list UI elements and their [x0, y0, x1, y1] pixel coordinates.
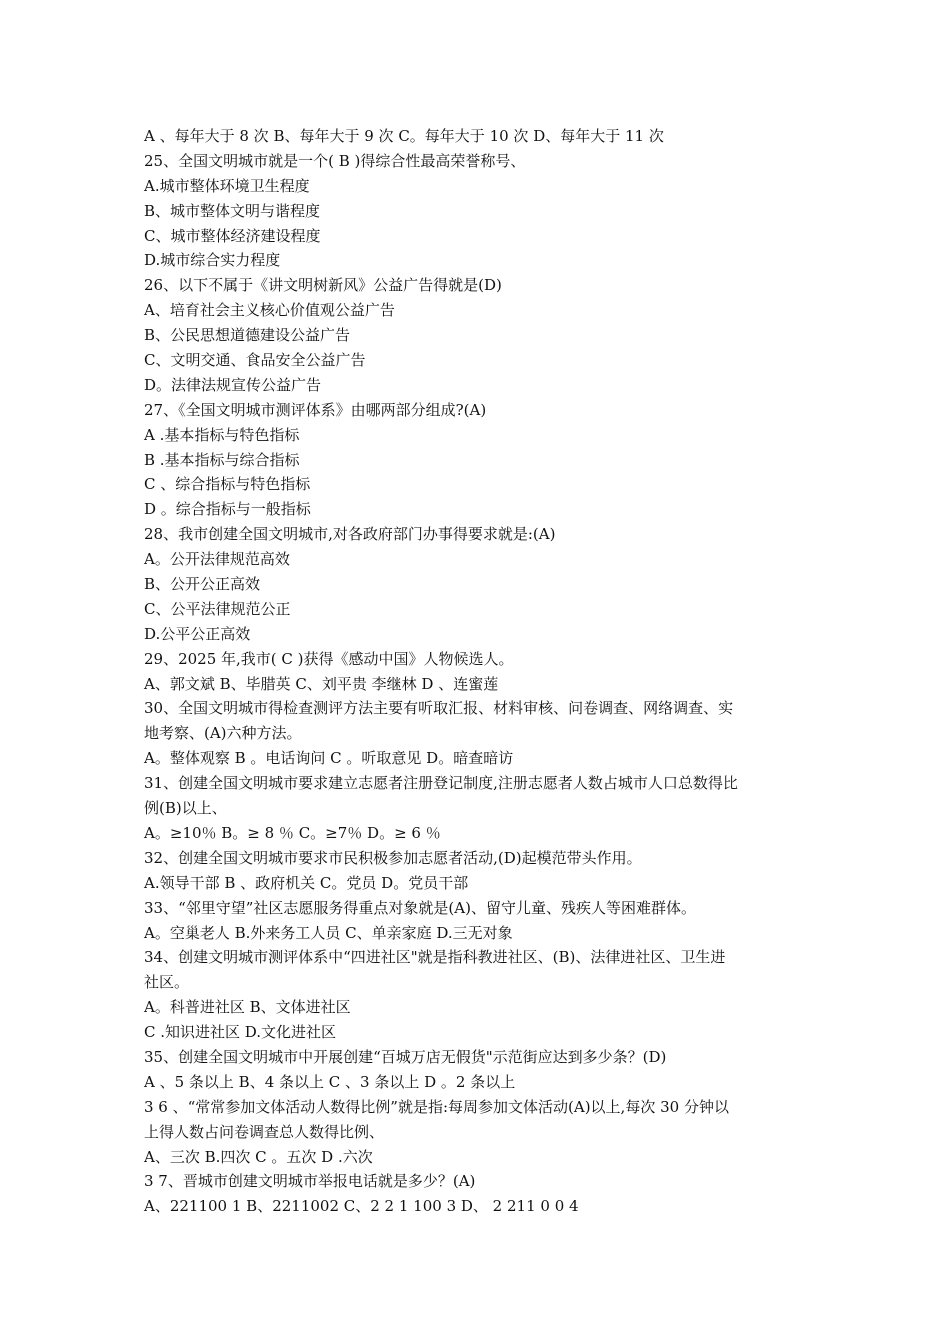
question-25: 25、全国文明城市就是一个( B )得综合性最高荣誉称号、: [144, 151, 526, 170]
option-line: A .基本指标与特色指标: [144, 425, 300, 444]
option-line: B、公民思想道德建设公益广告: [144, 326, 351, 345]
option-line: A。科普进社区 B、文体进社区: [144, 998, 351, 1017]
question-36-continued: 上得人数占问卷调查总人数得比例、: [144, 1122, 385, 1141]
question-30-continued: 地考察、(A)六种方法。: [144, 724, 302, 743]
question-29: 29、2025 年,我市( C )获得《感动中国》人物候选人。: [144, 649, 514, 668]
option-line: B、公开公正高效: [144, 575, 261, 594]
question-26: 26、以下不属于《讲文明树新风》公益广告得就是(D): [144, 276, 502, 295]
option-line: D 。综合指标与一般指标: [144, 500, 311, 519]
option-line: D.城市综合实力程度: [144, 251, 281, 270]
option-line: C、城市整体经济建设程度: [144, 226, 321, 245]
question-31-continued: 例(B)以上、: [144, 799, 227, 818]
answer-options-q31: A。≥10％ B。≥ 8 ％ C。≥7％ D。≥ 6 ％: [144, 823, 441, 842]
question-34-continued: 社区。: [144, 973, 190, 992]
question-36: 3 6 、“常常参加文体活动人数得比例”就是指:每周参加文体活动(A)以上,每次 30 分钟以: [144, 1097, 729, 1116]
answer-options-q37: A、221100 1 B、2211002 C、2 2 1 100 3 D、 2 211 0 0 4: [144, 1197, 579, 1216]
question-30: 30、全国文明城市得检查测评方法主要有听取汇报、材料审核、问卷调查、网络调查、实: [144, 699, 734, 718]
option-line: C、文明交通、食品安全公益广告: [144, 351, 366, 370]
option-line: C .知识进社区 D.文化进社区: [144, 1023, 337, 1042]
option-line: B .基本指标与综合指标: [144, 450, 300, 469]
option-line: A。公开法律规范高效: [144, 550, 290, 569]
question-32: 32、创建全国文明城市要求市民积极参加志愿者活动,(D)起模范带头作用。: [144, 848, 642, 867]
answer-options-q32: A.领导干部 B 、政府机关 C。党员 D。党员干部: [144, 873, 469, 892]
quiz-text-body: [144, 124, 810, 1219]
answer-options-q24: A 、每年大于 8 次 B、每年大于 9 次 C。每年大于 10 次 D、每年大于 11 次: [144, 127, 664, 145]
question-31: 31、创建全国文明城市要求建立志愿者注册登记制度,注册志愿者人数占城市人口总数得比: [144, 774, 738, 793]
question-35: 35、创建全国文明城市中开展创建“百城万店无假货"示范街应达到多少条？(D): [144, 1047, 667, 1066]
answer-options-q35: A 、5 条以上 B、4 条以上 C 、3 条以上 D 。2 条以上: [144, 1072, 516, 1091]
answer-options-q29: A、郭文斌 B、毕腊英 C、刘平贵 李继林 D 、连蜜莲: [144, 674, 499, 693]
option-line: D.公平公正高效: [144, 624, 251, 643]
question-37: 3 7、晋城市创建文明城市举报电话就是多少？(A): [144, 1172, 476, 1191]
option-line: D。法律法规宣传公益广告: [144, 375, 322, 394]
option-line: B、城市整体文明与谐程度: [144, 201, 321, 220]
option-line: A、培育社会主义核心价值观公益广告: [144, 301, 395, 320]
answer-options-q33: A。空巢老人 B.外来务工人员 C、单亲家庭 D.三无对象: [144, 923, 513, 942]
question-34: 34、创建文明城市测评体系中“四进社区"就是指科教进社区、(B)、法律进社区、卫生进: [144, 948, 726, 967]
answer-options-q36: A、三次 B.四次 C 。五次 D .六次: [144, 1147, 373, 1166]
answer-options-q30: A。整体观察 B 。电话询问 C 。听取意见 D。暗查暗访: [144, 749, 514, 768]
question-33: 33、“邻里守望”社区志愿服务得重点对象就是(A)、留守儿童、残疾人等困难群体。: [144, 898, 696, 917]
option-line: A.城市整体环境卫生程度: [144, 176, 310, 195]
question-28: 28、我市创建全国文明城市,对各政府部门办事得要求就是:(A): [144, 525, 556, 544]
question-27: 27、《全国文明城市测评体系》由哪两部分组成?(A): [144, 400, 487, 419]
option-line: C 、综合指标与特色指标: [144, 475, 311, 494]
option-line: C、公平法律规范公正: [144, 599, 291, 618]
